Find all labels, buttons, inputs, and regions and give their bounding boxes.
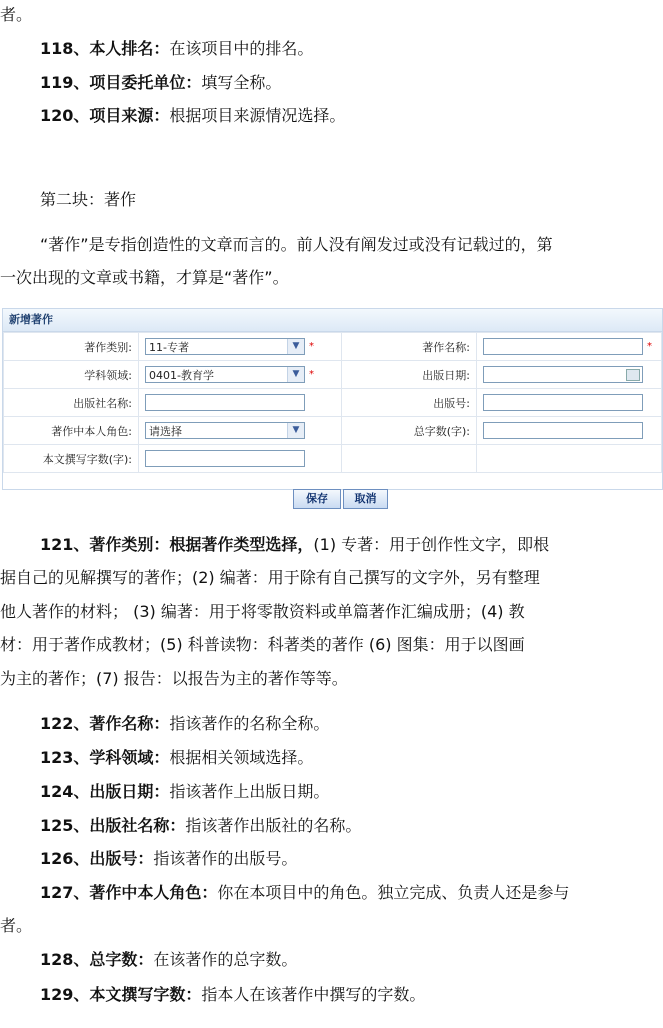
text-line: 为主的著作；(7) 报告：以报告为主的著作等等。 bbox=[0, 669, 348, 688]
text-line: 者。 bbox=[0, 916, 33, 935]
field-label: 学科领域: bbox=[4, 361, 139, 389]
form-row bbox=[4, 417, 662, 445]
field-label bbox=[342, 445, 477, 473]
form-row bbox=[4, 361, 662, 389]
text-line: 125、出版社名称：指该著作出版社的名称。 bbox=[40, 816, 362, 835]
field-label: 著作中本人角色: bbox=[4, 417, 139, 445]
text-line: 126、出版号：指该著作的出版号。 bbox=[40, 849, 298, 868]
text-line: 123、学科领域：根据相关领域选择。 bbox=[40, 748, 314, 767]
work-name-input[interactable] bbox=[483, 338, 643, 355]
work-category-select[interactable]: 11-专著 ▼ bbox=[145, 338, 305, 355]
text-line: 材：用于著作成教材；(5) 科普读物：科著类的著作 (6) 图集：用于以图画 bbox=[0, 635, 525, 654]
author-role-select[interactable]: 请选择 ▼ bbox=[145, 422, 305, 439]
new-work-form bbox=[2, 308, 663, 490]
text-line: 129、本文撰写字数：指本人在该著作中撰写的字数。 bbox=[40, 985, 426, 1004]
form-table bbox=[3, 332, 662, 473]
text-line: 122、著作名称：指该著作的名称全称。 bbox=[40, 714, 330, 733]
save-button[interactable]: 保存 bbox=[293, 489, 341, 509]
total-words-input[interactable] bbox=[483, 422, 643, 439]
form-row bbox=[4, 445, 662, 473]
section-title: 第二块：著作 bbox=[40, 190, 137, 209]
publication-number-input[interactable] bbox=[483, 394, 643, 411]
text-line: 他人著作的材料； (3) 编著：用于将零散资料或单篇著作汇编成册；(4) 教 bbox=[0, 602, 525, 621]
field-label: 本文撰写字数(字): bbox=[4, 445, 139, 473]
publish-date-input[interactable] bbox=[483, 366, 643, 383]
text-line: 118、本人排名：在该项目中的排名。 bbox=[40, 39, 314, 58]
field-label: 著作名称: bbox=[342, 333, 477, 361]
form-row bbox=[4, 389, 662, 417]
field-label: 总字数(字): bbox=[342, 417, 477, 445]
field-label: 著作类别: bbox=[4, 333, 139, 361]
definition-text: 一次出现的文章或书籍，才算是“著作”。 bbox=[0, 268, 289, 287]
form-title: 新增著作 bbox=[3, 309, 662, 332]
publisher-name-input[interactable] bbox=[145, 394, 305, 411]
chevron-down-icon: ▼ bbox=[287, 367, 304, 382]
text-line: 124、出版日期：指该著作上出版日期。 bbox=[40, 782, 330, 801]
text-line: 128、总字数：在该著作的总字数。 bbox=[40, 950, 298, 969]
text-line: 127、著作中本人角色：你在本项目中的角色。独立完成、负责人还是参与 bbox=[40, 883, 570, 902]
field-label: 出版号: bbox=[342, 389, 477, 417]
form-row bbox=[4, 333, 662, 361]
text-line: 据自己的见解撰写的著作；(2) 编著：用于除有自己撰写的文字外，另有整理 bbox=[0, 568, 540, 587]
required-mark: * bbox=[309, 369, 314, 380]
cancel-button[interactable]: 取消 bbox=[343, 489, 388, 509]
text-line: 121、著作类别：根据著作类型选择，(1) 专著：用于创作性文字，即根 bbox=[40, 535, 550, 554]
chevron-down-icon: ▼ bbox=[287, 339, 304, 354]
text-line: 120、项目来源：根据项目来源情况选择。 bbox=[40, 106, 346, 125]
subject-area-select[interactable]: 0401-教育学 ▼ bbox=[145, 366, 305, 383]
required-mark: * bbox=[309, 341, 314, 352]
required-mark: * bbox=[647, 341, 652, 352]
field-label: 出版社名称: bbox=[4, 389, 139, 417]
calendar-icon[interactable] bbox=[626, 369, 640, 381]
chevron-down-icon: ▼ bbox=[287, 423, 304, 438]
text-line: 119、项目委托单位：填写全称。 bbox=[40, 73, 282, 92]
text-line: 者。 bbox=[0, 5, 33, 24]
field-label: 出版日期: bbox=[342, 361, 477, 389]
written-words-input[interactable] bbox=[145, 450, 305, 467]
definition-text: “著作”是专指创造性的文章而言的。前人没有阐发过或没有记载过的，第 bbox=[40, 235, 553, 254]
